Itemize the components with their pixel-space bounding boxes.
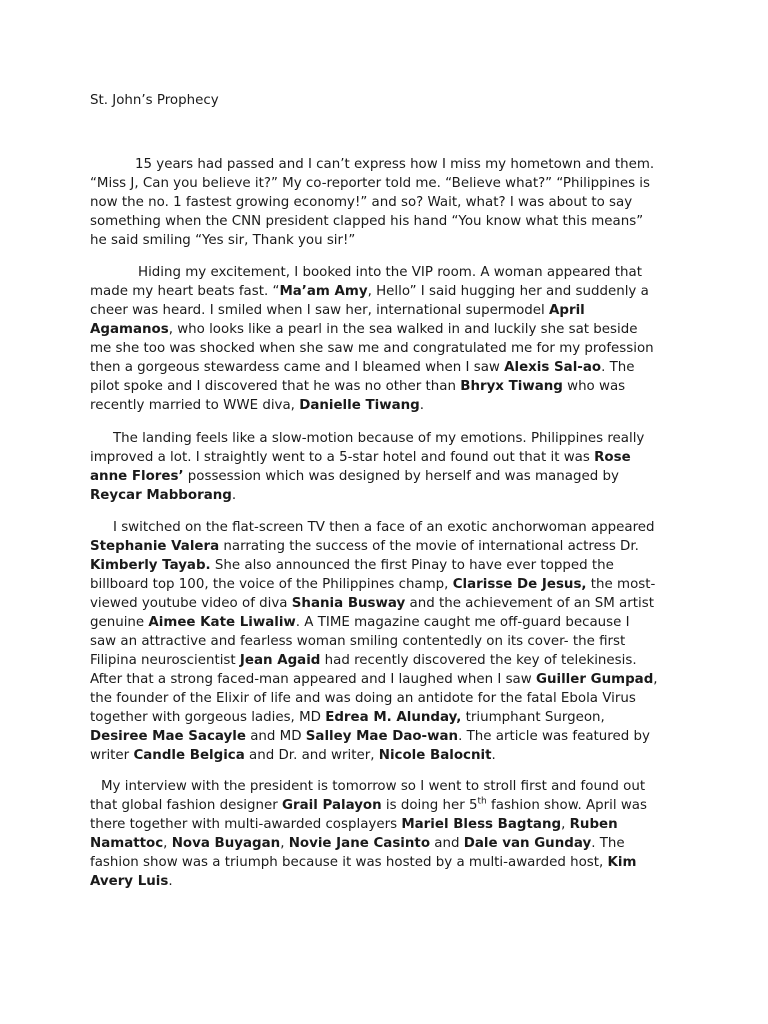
text-run: . A TIME magazine caught me off-guard because I (295, 615, 630, 630)
text-line (90, 594, 678, 613)
paragraph-1 (90, 155, 678, 250)
text-line (90, 518, 678, 537)
text-run: who was (562, 379, 626, 394)
text-run: . (231, 488, 237, 503)
text-run: genuine (90, 615, 149, 630)
text-line (90, 708, 678, 727)
text-run: The landing feels like a slow-motion because of my emotions. Philippines really (113, 431, 645, 446)
text-line (90, 777, 678, 796)
text-run: . (168, 874, 173, 889)
text-run: and MD (245, 729, 306, 744)
bold-name: Grail Palayon (282, 798, 382, 813)
text-line (90, 155, 678, 174)
text-run: fashion show. April was (486, 798, 647, 813)
text-run: , (561, 817, 570, 832)
text-run: and Dr. and writer, (244, 748, 379, 763)
text-line (90, 727, 678, 746)
bold-name: Shania Busway (291, 596, 406, 611)
text-run: , (280, 836, 289, 851)
paragraph-4 (90, 518, 678, 765)
text-run: now the no. 1 fastest growing economy!” and so? Wait, what? I was about to say (90, 195, 633, 210)
text-run: fashion show was a triumph because it was hosted by a multi-awarded host, (90, 855, 608, 870)
bold-name: Ma’am Amy (279, 284, 368, 299)
text-line (90, 651, 678, 670)
bold-name: Desiree Mae Sacayle (90, 729, 246, 744)
text-run: Filipina neuroscientist (90, 653, 240, 668)
bold-name: Ruben (569, 817, 618, 832)
text-line (90, 231, 678, 250)
text-run: the most- (586, 577, 656, 592)
text-run: . The article was featured by (458, 729, 650, 744)
text-line (90, 429, 678, 448)
text-line (90, 212, 678, 231)
text-run: , (653, 672, 658, 687)
bold-name: anne Flores’ (90, 469, 184, 484)
bold-name: Edrea M. Alunday, (325, 710, 462, 725)
text-run: . The (601, 360, 635, 375)
bold-name: Alexis Sal-ao (504, 360, 602, 375)
text-run: narrating the success of the movie of international actress Dr. (219, 539, 639, 554)
text-run: She also announced the first Pinay to have ever topped the (210, 558, 614, 573)
bold-name: Guiller Gumpad (535, 672, 654, 687)
bold-name: Jean Agaid (239, 653, 321, 668)
text-run: then a gorgeous stewardess came and I bleamed when I saw (90, 360, 505, 375)
bold-name: Bhryx Tiwang (460, 379, 563, 394)
text-line (90, 448, 678, 467)
bold-name: Kimberly Tayab. (90, 558, 211, 573)
text-run: is doing her 5 (381, 798, 478, 813)
text-line (90, 815, 678, 834)
bold-name: Nicole Balocnit (378, 748, 492, 763)
text-run: I switched on the flat-screen TV then a face of an exotic anchorwoman appeared (113, 520, 655, 535)
text-run: . (419, 398, 424, 413)
bold-name: Clarisse De Jesus, (452, 577, 587, 592)
text-line (90, 377, 678, 396)
bold-name: Reycar Mabborang (90, 488, 232, 503)
text-line (90, 872, 678, 891)
document-title: St. John’s Prophecy (90, 93, 219, 108)
text-run: the founder of the Elixir of life and was doing an antidote for the fatal Ebola Virus (90, 691, 636, 706)
text-run: triumphant Surgeon, (461, 710, 605, 725)
text-line (90, 358, 678, 377)
bold-name: Namattoc (90, 836, 164, 851)
text-run: My interview with the president is tomorrow so I went to stroll first and found out (101, 779, 646, 794)
bold-name: Candle Belgica (133, 748, 245, 763)
text-line (90, 670, 678, 689)
text-line (90, 613, 678, 632)
text-run: , Hello” I said hugging her and suddenly a (367, 284, 649, 299)
bold-name: Novie Jane Casinto (288, 836, 431, 851)
bold-name: Mariel Bless Bagtang (401, 817, 562, 832)
text-run: “Miss J, Can you believe it?” My co-reporter told me. “Believe what?” “Philippines is (90, 176, 650, 191)
text-line (90, 537, 678, 556)
text-run: had recently discovered the key of telekinesis. (320, 653, 637, 668)
text-run: 15 years had passed and I can’t express how I miss my hometown and them. (135, 157, 655, 172)
text-run: billboard top 100, the voice of the Philippines champ, (90, 577, 453, 592)
text-run: viewed youtube video of diva (90, 596, 292, 611)
text-run: improved a lot. I straightly went to a 5-star hotel and found out that it was (90, 450, 595, 465)
text-line (90, 174, 678, 193)
text-run: and the achievement of an SM artist (405, 596, 654, 611)
text-line (90, 301, 678, 320)
text-run: pilot spoke and I discovered that he was no other than (90, 379, 461, 394)
text-run: saw an attractive and fearless woman smiling contentedly on its cover- the first (90, 634, 626, 649)
text-line (90, 575, 678, 594)
bold-name: Kim (607, 855, 637, 870)
bold-name: Agamanos (90, 322, 169, 337)
paragraph-5 (90, 777, 678, 891)
text-line (90, 853, 678, 872)
bold-name: Danielle Tiwang (299, 398, 420, 413)
text-run: together with gorgeous ladies, MD (90, 710, 326, 725)
text-run: . (491, 748, 496, 763)
text-line (90, 486, 678, 505)
text-run: After that a strong faced-man appeared and I laughed when I saw (90, 672, 536, 687)
text-line (90, 689, 678, 708)
text-run: possession which was designed by herself and was managed by (183, 469, 619, 484)
bold-name: Aimee Kate Liwaliw (148, 615, 296, 630)
text-line (90, 339, 678, 358)
text-run: something when the CNN president clapped his hand “You know what this means” (90, 214, 644, 229)
text-run: Hiding my excitement, I booked into the VIP room. A woman appeared that (138, 265, 642, 280)
text-run: made my heart beats fast. “ (90, 284, 280, 299)
text-run: recently married to WWE diva, (90, 398, 300, 413)
bold-name: Salley Mae Dao-wan (305, 729, 459, 744)
text-line (90, 467, 678, 486)
bold-name: Avery Luis (90, 874, 169, 889)
bold-name: Nova Buyagan (171, 836, 281, 851)
text-line (90, 746, 678, 765)
text-run: he said smiling “Yes sir, Thank you sir!” (90, 233, 356, 248)
text-run: cheer was heard. I smiled when I saw her, international supermodel (90, 303, 550, 318)
text-line (90, 834, 678, 853)
text-run: , who looks like a pearl in the sea walked in and luckily she sat beside (168, 322, 638, 337)
text-line (90, 632, 678, 651)
text-line (90, 193, 678, 212)
paragraph-2 (90, 263, 678, 415)
text-line (90, 282, 678, 301)
bold-name: Rose (594, 450, 631, 465)
text-run: writer (90, 748, 134, 763)
superscript: th (477, 796, 487, 807)
text-run: . The (591, 836, 625, 851)
text-line (90, 396, 678, 415)
text-run: and (430, 836, 464, 851)
text-run: me she too was shocked when she saw me and congratulated me for my profession (90, 341, 654, 356)
bold-name: April (549, 303, 585, 318)
text-line (90, 263, 678, 282)
text-line (90, 796, 678, 815)
text-run: that global fashion designer (90, 798, 283, 813)
text-run: there together with multi-awarded cosplayers (90, 817, 402, 832)
text-run: , (163, 836, 172, 851)
text-line (90, 320, 678, 339)
bold-name: Stephanie Valera (90, 539, 220, 554)
text-line (90, 556, 678, 575)
bold-name: Dale van Gunday (463, 836, 592, 851)
paragraph-3 (90, 429, 678, 505)
